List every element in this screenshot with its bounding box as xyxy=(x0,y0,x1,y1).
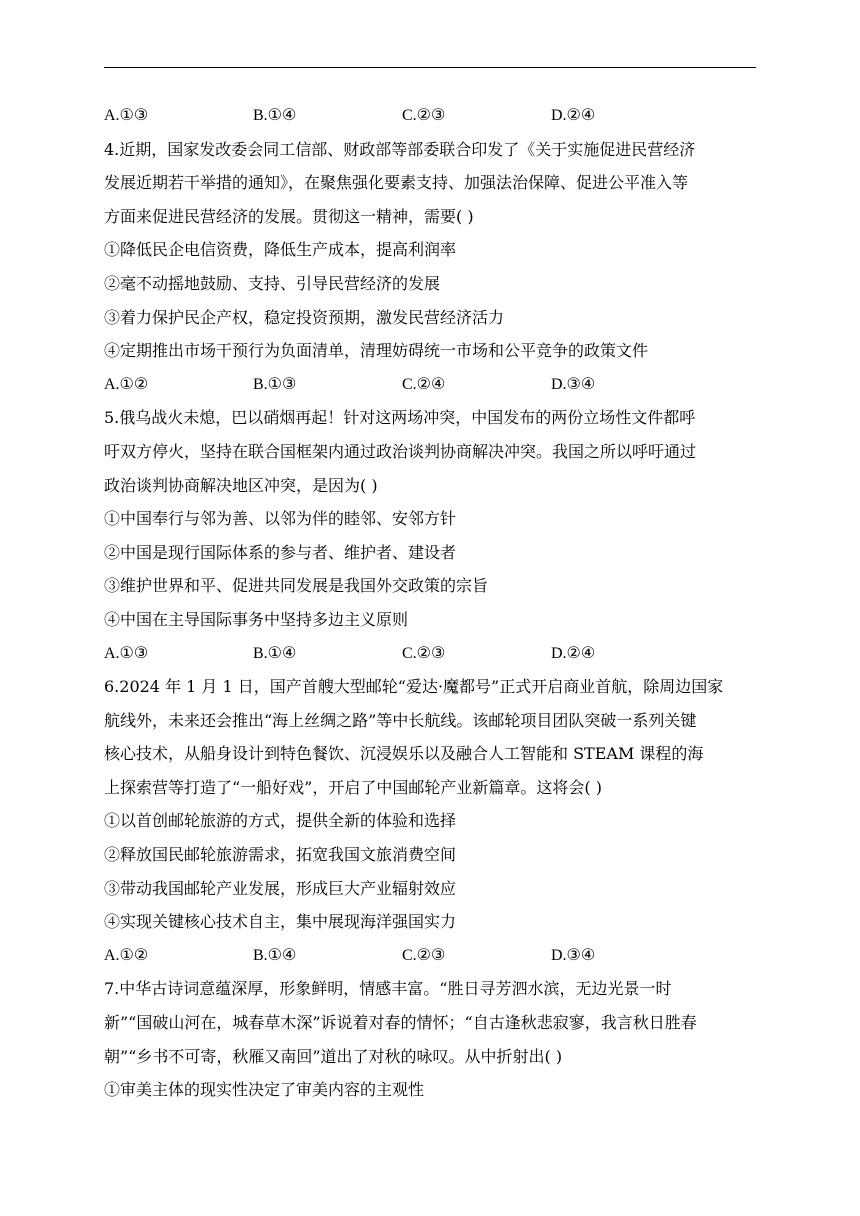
text-line: ③着力保护民企产权，稳定投资预期，激发民营经济活力 xyxy=(104,307,505,327)
text-line: 核心技术，从船身设计到特色餐饮、沉浸娱乐以及融合人工智能和 STEAM 课程的海 xyxy=(104,744,704,764)
text-line: ③带动我国邮轮产业发展，形成巨大产业辐射效应 xyxy=(104,878,457,898)
answer-option: D.②④ xyxy=(551,107,596,124)
text-line: 发展近期若干举措的通知》，在聚焦强化要素支持、加强法治保障、促进公平准入等 xyxy=(104,173,689,193)
answer-options-row xyxy=(104,939,764,973)
text-line: 5.俄乌战火未熄，巴以硝烟再起！针对这两场冲突，中国发布的两份立场性文件都呼 xyxy=(104,408,696,428)
text-line: ③维护世界和平、促进共同发展是我国外交政策的宗旨 xyxy=(104,576,489,596)
text-line: ①中国奉行与邻为善、以邻为伴的睦邻、安邻方针 xyxy=(104,509,457,529)
answer-option: C.②③ xyxy=(402,644,446,662)
text-line: 7.中华古诗词意蕴深厚，形象鲜明，情感丰富。“胜日寻芳泗水滨，无边光景一时 xyxy=(104,979,672,999)
exam-page-content xyxy=(104,99,764,1107)
answer-option: C.②③ xyxy=(402,946,446,964)
answer-option: B.①④ xyxy=(253,644,297,662)
text-line: ②释放国民邮轮旅游需求，拓宽我国文旅消费空间 xyxy=(104,845,457,865)
text-line: ①以首创邮轮旅游的方式，提供全新的体验和选择 xyxy=(104,811,457,831)
text-line: 吁双方停火，坚持在联合国框架内通过政治谈判协商解决冲突。我国之所以呼吁通过 xyxy=(104,441,697,461)
text-line: ②中国是现行国际体系的参与者、维护者、建设者 xyxy=(104,542,457,562)
text-line: 航线外，未来还会推出“海上丝绸之路”等中长航线。该邮轮项目团队突破一系列关键 xyxy=(104,710,697,730)
answer-options-row xyxy=(104,637,764,671)
answer-options-row xyxy=(104,99,764,133)
answer-option: A.①② xyxy=(104,375,149,393)
text-line: ④中国在主导国际事务中坚持多边主义原则 xyxy=(104,609,409,629)
text-line: 方面来促进民营经济的发展。贯彻这一精神，需要( ) xyxy=(104,206,474,226)
answer-option: B.①④ xyxy=(253,946,297,964)
text-line: ②毫不动摇地鼓励、支持、引导民营经济的发展 xyxy=(104,273,441,293)
answer-option: A.①② xyxy=(104,946,149,964)
text-line: ①降低民企电信资费，降低生产成本，提高利润率 xyxy=(104,240,457,260)
answer-option: C.②④ xyxy=(402,375,446,393)
text-line: 6.2024 年 1 月 1 日，国产首艘大型邮轮“爱达·魔都号”正式开启商业首航，除周边国家 xyxy=(104,677,724,697)
text-line: 新”“国破山河在，城春草木深”诉说着对春的情怀；“自古逢秋悲寂寥，我言秋日胜春 xyxy=(104,1013,697,1033)
answer-option: C.②③ xyxy=(402,107,446,124)
text-line: 4.近期，国家发改委会同工信部、财政部等部委联合印发了《关于实施促进民营经济 xyxy=(104,139,696,159)
answer-option: D.②④ xyxy=(551,644,596,662)
answer-option: B.①④ xyxy=(253,107,297,124)
answer-option: A.①③ xyxy=(104,644,149,662)
text-line: ④实现关键核心技术自主，集中展现海洋强国实力 xyxy=(104,912,457,932)
answer-option: B.①③ xyxy=(253,375,297,393)
answer-options-row xyxy=(104,368,764,402)
text-line: ④定期推出市场干预行为负面清单，清理妨碍统一市场和公平竞争的政策文件 xyxy=(104,341,649,361)
header-rule xyxy=(104,67,756,68)
text-line: 上探索营等打造了“一船好戏”，开启了中国邮轮产业新篇章。这将会( ) xyxy=(104,777,602,797)
text-line: 政治谈判协商解决地区冲突，是因为( ) xyxy=(104,475,378,495)
answer-option: D.③④ xyxy=(551,946,596,964)
answer-option: A.①③ xyxy=(104,107,149,124)
text-line: 朝”“乡书不可寄，秋雁又南回”道出了对秋的咏叹。从中折射出( ) xyxy=(104,1046,563,1066)
text-line: ①审美主体的现实性决定了审美内容的主观性 xyxy=(104,1080,425,1100)
answer-option: D.③④ xyxy=(551,375,596,393)
